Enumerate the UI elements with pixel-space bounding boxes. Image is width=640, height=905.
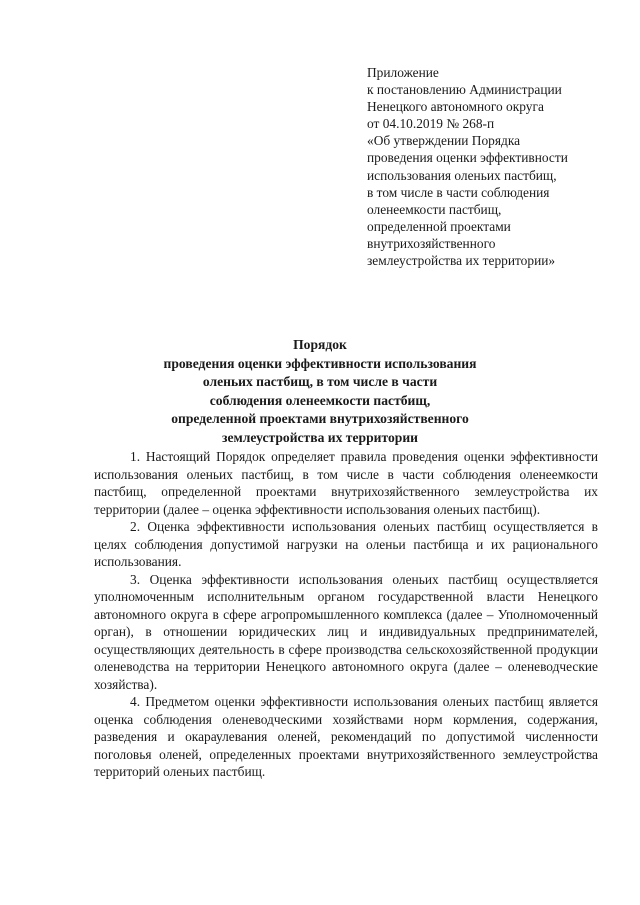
annex-line: внутрихозяйственного <box>367 235 496 251</box>
title-line: Порядок <box>293 337 347 352</box>
annex-line: от 04.10.2019 № 268-п <box>367 116 495 132</box>
annex-line: оленеемкости пастбищ, <box>367 201 502 217</box>
annex-line: Приложение <box>367 65 439 80</box>
paragraph-2: 2. Оценка эффективности использования оленьих пастбищ осуществляется в целях соблюдения допустимой нагрузки на оленьи пастбища и их рационального использования. <box>94 519 598 569</box>
annex-header <box>367 64 617 269</box>
annex-line: использования оленьих пастбищ, <box>367 167 557 183</box>
paragraph-3: 3. Оценка эффективности использования оленьих пастбищ осуществляется уполномоченным исполнительным органом государственной власти Ненецкого автономного округа в сфере агропромышленного комплекса (далее – Уполномоченный орган), в отношении юридических лиц и индивидуальных предпринимателей, осуществляющих деятельность в сфере производства сельскохозяйственной продукции оленеводства на территории Ненецкого автономного округа (далее – оленеводческие хозяйства). <box>94 571 598 692</box>
annex-line: проведения оценки эффективности <box>367 150 568 166</box>
annex-line: в том числе в части соблюдения <box>367 184 550 200</box>
paragraph-4: 4. Предметом оценки эффективности использования оленьих пастбищ является оценка соблюдения оленеводческими хозяйствами норм кормления, содержания, разведения и окараулевания оленей, рекомендаций по допустимой численности поголовья оленей, определенных проектами внутрихозяйственного землеустройства территорий оленьих пастбищ. <box>94 694 598 779</box>
annex-line: «Об утверждении Порядка <box>367 133 521 149</box>
annex-line: к постановлению Администрации <box>367 82 562 98</box>
title-line: проведения оценки эффективности использования <box>163 355 477 371</box>
paragraph-1: 1. Настоящий Порядок определяет правила проведения оценки эффективности использования оленьих пастбищ, в том числе в части соблюдения оленеемкости пастбищ, определенной проектами внутрихозяйственного землеустройства их территории (далее – оценка эффективности использования оленьих пастбищ). <box>94 449 598 517</box>
title-line: оленьих пастбищ, в том числе в части <box>202 374 438 390</box>
annex-line: Ненецкого автономного округа <box>367 99 544 115</box>
annex-line: землеустройства их территории» <box>367 253 556 269</box>
title-line: соблюдения оленеемкости пастбищ, <box>209 392 431 408</box>
title-line: определенной проектами внутрихозяйственного <box>171 411 469 427</box>
document-title <box>90 336 550 448</box>
annex-line: определенной проектами <box>367 218 511 234</box>
title-line: землеустройства их территории <box>222 429 418 445</box>
document-body <box>94 448 598 781</box>
